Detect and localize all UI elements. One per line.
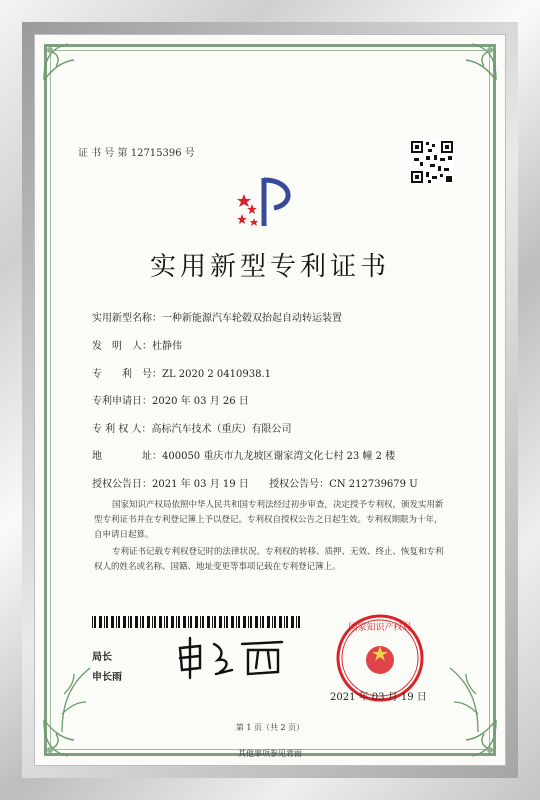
barcode-bar (274, 616, 276, 628)
director-name: 申长雨 (92, 672, 122, 683)
barcode-bar (164, 616, 165, 628)
barcode-bar (279, 616, 282, 628)
barcode-bar (152, 616, 153, 628)
field-value: 400050 重庆市九龙坡区谢家湾文化七村 23 幢 2 楼 (162, 451, 396, 462)
barcode-bar (123, 616, 126, 628)
barcode-bar (212, 616, 213, 628)
field-label: 专利申请日： (92, 396, 152, 407)
barcode-bar (262, 616, 264, 628)
barcode-bar (116, 616, 117, 628)
barcode-bar (171, 616, 174, 628)
barcode-bar (272, 616, 273, 628)
barcode-bar (111, 616, 114, 628)
field-grant-date (92, 475, 418, 490)
barcode-bar (195, 616, 198, 628)
field-label: 地 址： (92, 451, 162, 462)
barcode-bar (284, 616, 285, 628)
barcode-icon (92, 616, 304, 628)
field-value: 高标汽车技术（重庆）有限公司 (151, 424, 292, 435)
field-value: CN 212739679 U (329, 479, 418, 490)
barcode-bar (231, 616, 234, 628)
barcode-bar (178, 616, 180, 628)
barcode-bar (142, 616, 144, 628)
barcode-bar (238, 616, 240, 628)
patent-office-logo-icon (234, 174, 304, 230)
field-inventor (92, 337, 182, 352)
barcode-bar (159, 616, 162, 628)
field-application-date (92, 392, 249, 407)
barcode-bar (166, 616, 168, 628)
field-label: 专 利 权 人： (92, 424, 152, 435)
barcode-bar (267, 616, 270, 628)
statement-paragraph: 专利证书记载专利权登记时的法律状况。专利权的转移、质押、无效、终止、恢复和专利权人的姓名或名称、国籍、地址变更等事项记载在专利登记簿上。 (94, 547, 444, 572)
barcode-bar (188, 616, 189, 628)
barcode-bar (219, 616, 222, 628)
barcode-bar (183, 616, 186, 628)
field-value: 一种新能源汽车轮毂双抬起自动转运装置 (162, 313, 342, 324)
barcode-bar (224, 616, 225, 628)
corner-ornament-icon (454, 40, 500, 86)
certificate-paper (34, 34, 506, 766)
field-utility-model-name (92, 309, 342, 324)
barcode-bar (154, 616, 156, 628)
barcode-bar (130, 616, 132, 628)
field-label: 专 利 号： (92, 369, 162, 380)
qr-code-icon (410, 140, 454, 184)
barcode-bar (243, 616, 246, 628)
barcode-bar (226, 616, 228, 628)
barcode-bar (207, 616, 210, 628)
barcode-bar (135, 616, 138, 628)
barcode-bar (94, 616, 96, 628)
field-patent-number (92, 365, 271, 380)
field-label: 发 明 人： (92, 341, 152, 352)
field-value: 2020 年 03 月 26 日 (152, 396, 249, 407)
certificate-title: 实用新型专利证书 (149, 252, 390, 282)
statement-paragraph: 国家知识产权局依照中华人民共和国专利法经过初步审查，决定授予专利权，颁发实用新型专利证书并在专利登记簿上予以登记。专利权自授权公告之日起生效。专利权期限为十年，自申请日起算。 (94, 500, 444, 540)
field-label: 授权公告号： (269, 479, 330, 490)
barcode-bar (99, 616, 102, 628)
barcode-bar (200, 616, 201, 628)
barcode-bar (298, 616, 300, 628)
signature-icon (174, 634, 294, 682)
barcode-bar (202, 616, 204, 628)
page-number: 第 1 页（共 2 页） (235, 723, 305, 732)
field-value: ZL 2020 2 0410938.1 (162, 369, 272, 380)
svg-text:国家知识产权局: 国家知识产权局 (348, 623, 412, 633)
field-label: 授权公告日： (92, 479, 152, 490)
barcode-bar (128, 616, 129, 628)
field-patentee (92, 420, 292, 435)
barcode-bar (260, 616, 261, 628)
barcode-bar (106, 616, 108, 628)
barcode-bar (255, 616, 258, 628)
certificate-number: 证 书 号 第 12715396 号 (78, 148, 195, 159)
barcode-bar (147, 616, 150, 628)
field-value: 2021 年 03 月 19 日 (152, 479, 249, 490)
barcode-bar (250, 616, 252, 628)
barcode-bar (296, 616, 297, 628)
barcode-bar (176, 616, 177, 628)
field-address (92, 447, 395, 462)
barcode-bar (214, 616, 216, 628)
barcode-bar (291, 616, 294, 628)
barcode-bar (236, 616, 237, 628)
director-title: 局长 (92, 652, 112, 663)
corner-ornament-icon (40, 40, 86, 86)
barcode-bar (140, 616, 141, 628)
footer-note: 其他事项参见背面 (238, 749, 302, 758)
barcode-bar (286, 616, 288, 628)
seal-date: 2021 年 03 月 19 日 (330, 692, 427, 703)
barcode-bar (92, 616, 93, 628)
barcode-bar (118, 616, 120, 628)
barcode-bar (104, 616, 105, 628)
field-value: 杜静伟 (152, 341, 182, 352)
barcode-bar (190, 616, 192, 628)
field-label: 实用新型名称： (92, 313, 162, 324)
barcode-bar (248, 616, 249, 628)
